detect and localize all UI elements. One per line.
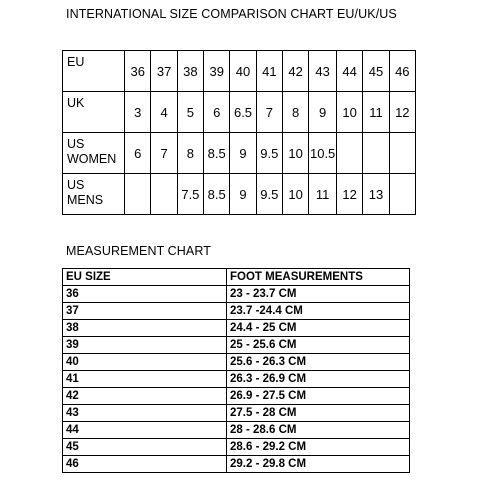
eu-size-cell: 44 xyxy=(63,422,227,439)
size-cell: 40 xyxy=(230,51,256,92)
size-row xyxy=(63,133,416,174)
size-cell: 12 xyxy=(389,92,415,133)
size-cell: 7.5 xyxy=(177,174,203,215)
size-cell: 5 xyxy=(177,92,203,133)
size-cell: 12 xyxy=(336,174,362,215)
size-cell: 8.5 xyxy=(204,133,230,174)
size-cell: 37 xyxy=(151,51,177,92)
foot-measurement-cell: 23 - 23.7 CM xyxy=(227,286,410,303)
size-cell: 9 xyxy=(230,133,256,174)
size-cell: 39 xyxy=(204,51,230,92)
measurement-row xyxy=(63,337,410,354)
size-cell: 8 xyxy=(282,92,308,133)
measurement-row xyxy=(63,354,410,371)
size-cell: 7 xyxy=(256,92,282,133)
foot-measurement-cell: 27.5 - 28 CM xyxy=(227,405,410,422)
size-cell: 36 xyxy=(125,51,151,92)
size-cell: 6 xyxy=(125,133,151,174)
row-label xyxy=(63,133,125,174)
size-cell: 13 xyxy=(363,174,389,215)
row-label-line: UK xyxy=(67,96,85,110)
header-eu-size: EU SIZE xyxy=(63,269,227,286)
size-cell xyxy=(389,174,415,215)
measurement-row xyxy=(63,303,410,320)
size-cell: 38 xyxy=(177,51,203,92)
row-label-line: EU xyxy=(67,55,85,69)
row-label-line: MENS xyxy=(67,193,104,207)
size-row xyxy=(63,92,416,133)
size-cell xyxy=(363,133,389,174)
foot-measurement-cell: 25.6 - 26.3 CM xyxy=(227,354,410,371)
measurement-row xyxy=(63,371,410,388)
row-label-line: US xyxy=(67,137,85,151)
size-cell: 6 xyxy=(204,92,230,133)
measurement-chart-title: MEASUREMENT CHART xyxy=(66,244,212,258)
eu-size-cell: 43 xyxy=(63,405,227,422)
measurement-row xyxy=(63,456,410,473)
eu-size-cell: 42 xyxy=(63,388,227,405)
measurement-row xyxy=(63,439,410,456)
size-cell: 45 xyxy=(363,51,389,92)
size-cell: 9.5 xyxy=(256,133,282,174)
foot-measurement-cell: 25 - 25.6 CM xyxy=(227,337,410,354)
eu-size-cell: 36 xyxy=(63,286,227,303)
foot-measurement-cell: 26.9 - 27.5 CM xyxy=(227,388,410,405)
foot-measurement-cell: 29.2 - 29.8 CM xyxy=(227,456,410,473)
measurement-row xyxy=(63,320,410,337)
foot-measurement-cell: 28 - 28.6 CM xyxy=(227,422,410,439)
foot-measurement-cell: 24.4 - 25 CM xyxy=(227,320,410,337)
size-cell xyxy=(125,174,151,215)
size-cell: 9 xyxy=(230,174,256,215)
size-cell: 8 xyxy=(177,133,203,174)
eu-size-cell: 40 xyxy=(63,354,227,371)
measurement-table xyxy=(62,268,410,473)
foot-measurement-cell: 23.7 -24.4 CM xyxy=(227,303,410,320)
row-label-line: US xyxy=(67,178,85,192)
measurement-row xyxy=(63,405,410,422)
size-cell: 41 xyxy=(256,51,282,92)
size-cell: 6.5 xyxy=(230,92,256,133)
row-label xyxy=(63,51,125,92)
size-cell: 9.5 xyxy=(256,174,282,215)
measurement-row xyxy=(63,422,410,439)
size-row xyxy=(63,51,416,92)
size-cell xyxy=(151,174,177,215)
size-row xyxy=(63,174,416,215)
measurement-row xyxy=(63,388,410,405)
measurement-row xyxy=(63,286,410,303)
eu-size-cell: 39 xyxy=(63,337,227,354)
size-cell: 9 xyxy=(309,92,337,133)
eu-size-cell: 41 xyxy=(63,371,227,388)
size-cell: 8.5 xyxy=(204,174,230,215)
row-label xyxy=(63,92,125,133)
size-cell: 11 xyxy=(363,92,389,133)
eu-size-cell: 46 xyxy=(63,456,227,473)
size-cell: 10 xyxy=(282,133,308,174)
size-cell: 46 xyxy=(389,51,415,92)
eu-size-cell: 38 xyxy=(63,320,227,337)
size-cell xyxy=(389,133,415,174)
size-cell: 43 xyxy=(309,51,337,92)
eu-size-cell: 37 xyxy=(63,303,227,320)
foot-measurement-cell: 26.3 - 26.9 CM xyxy=(227,371,410,388)
size-cell: 10 xyxy=(282,174,308,215)
header-foot-measurements: FOOT MEASUREMENTS xyxy=(227,269,410,286)
size-cell: 4 xyxy=(151,92,177,133)
size-cell xyxy=(336,133,362,174)
foot-measurement-cell: 28.6 - 29.2 CM xyxy=(227,439,410,456)
size-cell: 42 xyxy=(282,51,308,92)
size-chart-title: INTERNATIONAL SIZE COMPARISON CHART EU/UK/US xyxy=(66,7,397,21)
size-cell: 44 xyxy=(336,51,362,92)
size-cell: 10 xyxy=(336,92,362,133)
eu-size-cell: 45 xyxy=(63,439,227,456)
row-label xyxy=(63,174,125,215)
size-comparison-table xyxy=(62,50,416,215)
measurement-header-row xyxy=(63,269,410,286)
row-label-line: WOMEN xyxy=(67,152,117,166)
size-cell: 10.5 xyxy=(309,133,337,174)
size-cell: 7 xyxy=(151,133,177,174)
size-cell: 11 xyxy=(309,174,337,215)
size-cell: 3 xyxy=(125,92,151,133)
